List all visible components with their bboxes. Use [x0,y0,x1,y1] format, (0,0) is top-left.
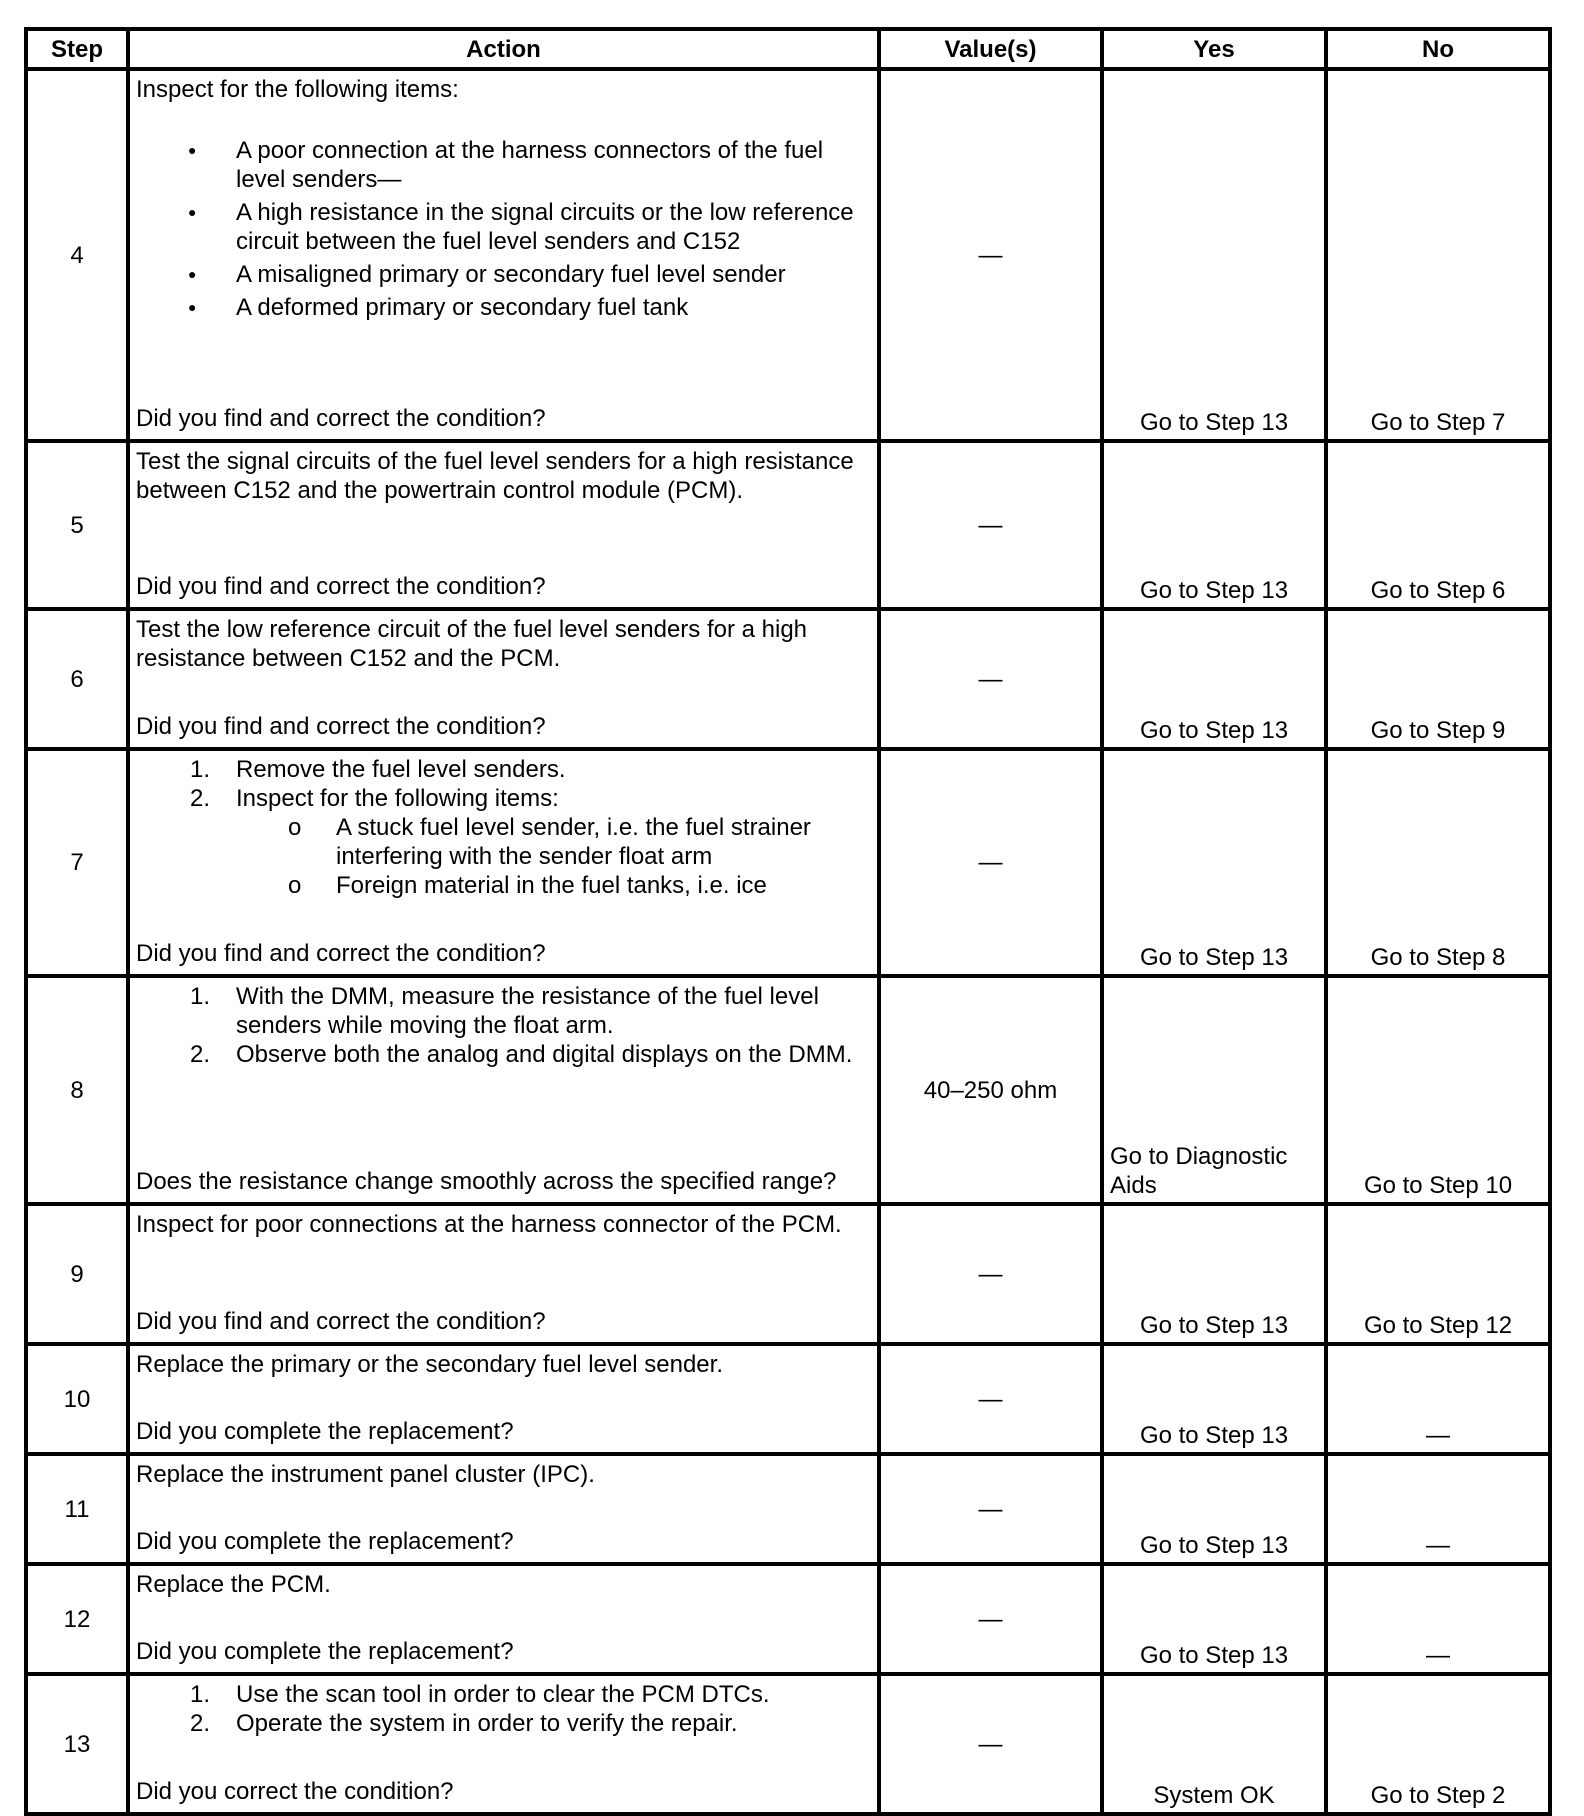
header-no: No [1326,29,1550,69]
bullet-item: ● A deformed primary or secondary fuel tank [236,293,871,322]
yes-cell: Go to Step 13 [1102,69,1326,441]
header-yes: Yes [1102,29,1326,69]
list-number: 2. [190,1041,211,1068]
action-intro: Test the signal circuits of the fuel level senders for a high resistance between C152 and the powertrain control module (PCM). [136,448,854,504]
step-number: 12 [26,1564,128,1674]
value-cell: — [879,749,1102,976]
bullet-list [136,136,871,322]
table-row [26,1454,1550,1564]
no-cell: — [1326,1344,1550,1454]
header-step: Step [26,29,128,69]
no-cell: — [1326,1564,1550,1674]
yes-cell: Go to Step 13 [1102,1344,1326,1454]
no-cell: Go to Step 6 [1326,441,1550,609]
no-cell: Go to Step 7 [1326,69,1550,441]
list-item [190,784,871,900]
list-number: 2. [190,785,211,812]
action-question: Did you correct the condition? [136,1778,454,1805]
value-cell: — [879,1564,1102,1674]
step-number: 13 [26,1674,128,1814]
bullet-item: ● A high resistance in the signal circuits or the low reference circuit between the fuel level senders and C152 [236,198,871,256]
action-question: Did you find and correct the condition? [136,1308,546,1335]
action-question: Did you find and correct the condition? [136,713,546,740]
action-cell [128,69,879,441]
diagnostic-table [24,27,1552,1816]
step-number: 6 [26,609,128,749]
list-text: Operate the system in order to verify the repair. [236,1710,738,1737]
table-row [26,69,1550,441]
table-row [26,1564,1550,1674]
action-intro: Inspect for the following items: [136,76,459,103]
sub-item: o A stuck fuel level sender, i.e. the fuel strainer interfering with the sender float arm [336,813,871,871]
list-number: 1. [190,983,211,1010]
no-cell: Go to Step 8 [1326,749,1550,976]
table-row [26,749,1550,976]
numbered-list [136,755,871,900]
numbered-list [136,982,871,1069]
action-intro: Replace the PCM. [136,1571,331,1598]
value-cell: — [879,69,1102,441]
action-question: Does the resistance change smoothly across the specified range? [136,1168,837,1195]
action-cell [128,1674,879,1814]
action-cell [128,749,879,976]
list-number: 1. [190,1681,211,1708]
value-cell: — [879,609,1102,749]
action-cell [128,976,879,1204]
table-row [26,1204,1550,1344]
action-question: Did you find and correct the condition? [136,573,546,600]
action-cell [128,1204,879,1344]
yes-cell: Go to Step 13 [1102,609,1326,749]
header-row [26,29,1550,69]
value-cell: — [879,1674,1102,1814]
sub-item: o Foreign material in the fuel tanks, i.e. ice [336,871,871,900]
action-intro: Replace the instrument panel cluster (IPC). [136,1461,595,1488]
action-cell [128,441,879,609]
action-question: Did you find and correct the condition? [136,940,546,967]
table-row [26,441,1550,609]
value-cell: — [879,1344,1102,1454]
action-question: Did you find and correct the condition? [136,405,546,432]
action-question: Did you complete the replacement? [136,1638,514,1665]
step-number: 11 [26,1454,128,1564]
list-text: With the DMM, measure the resistance of the fuel level senders while moving the float arm. [236,983,819,1039]
header-action: Action [128,29,879,69]
yes-cell: System OK [1102,1674,1326,1814]
bullet-item: ● A misaligned primary or secondary fuel level sender [236,260,871,289]
step-number: 8 [26,976,128,1204]
value-cell: — [879,1204,1102,1344]
yes-cell: Go to Step 13 [1102,749,1326,976]
list-text: Inspect for the following items: [236,785,559,812]
action-question: Did you complete the replacement? [136,1418,514,1445]
yes-cell: Go to Step 13 [1102,441,1326,609]
header-values: Value(s) [879,29,1102,69]
no-cell: Go to Step 2 [1326,1674,1550,1814]
step-number: 10 [26,1344,128,1454]
no-cell: — [1326,1454,1550,1564]
action-intro: Inspect for poor connections at the harness connector of the PCM. [136,1211,842,1238]
list-item [190,1709,871,1738]
action-question: Did you complete the replacement? [136,1528,514,1555]
numbered-list [136,1680,871,1738]
list-item [190,982,871,1040]
list-text: Remove the fuel level senders. [236,756,566,783]
table-row [26,1674,1550,1814]
sub-list [236,813,871,900]
action-intro: Replace the primary or the secondary fuel level sender. [136,1351,723,1378]
action-intro: Test the low reference circuit of the fuel level senders for a high resistance between C152 and the PCM. [136,616,808,672]
action-cell [128,1564,879,1674]
step-number: 5 [26,441,128,609]
list-text: Observe both the analog and digital displays on the DMM. [236,1041,853,1068]
list-item [190,1680,871,1709]
value-cell: — [879,441,1102,609]
yes-cell: Go to Step 13 [1102,1204,1326,1344]
step-number: 7 [26,749,128,976]
list-item [190,1040,871,1069]
no-cell: Go to Step 12 [1326,1204,1550,1344]
no-cell: Go to Step 10 [1326,976,1550,1204]
step-number: 9 [26,1204,128,1344]
yes-cell: Go to Diagnostic Aids [1102,976,1326,1204]
no-cell: Go to Step 9 [1326,609,1550,749]
table-row [26,1344,1550,1454]
table-row [26,976,1550,1204]
value-cell: — [879,1454,1102,1564]
list-number: 1. [190,756,211,783]
step-number: 4 [26,69,128,441]
table-row [26,609,1550,749]
value-cell: 40–250 ohm [879,976,1102,1204]
yes-cell: Go to Step 13 [1102,1564,1326,1674]
list-item [190,755,871,784]
action-cell [128,1344,879,1454]
action-cell [128,609,879,749]
yes-cell: Go to Step 13 [1102,1454,1326,1564]
action-cell [128,1454,879,1564]
list-number: 2. [190,1710,211,1737]
bullet-item: ● A poor connection at the harness connectors of the fuel level senders— [236,136,871,194]
list-text: Use the scan tool in order to clear the PCM DTCs. [236,1681,770,1708]
